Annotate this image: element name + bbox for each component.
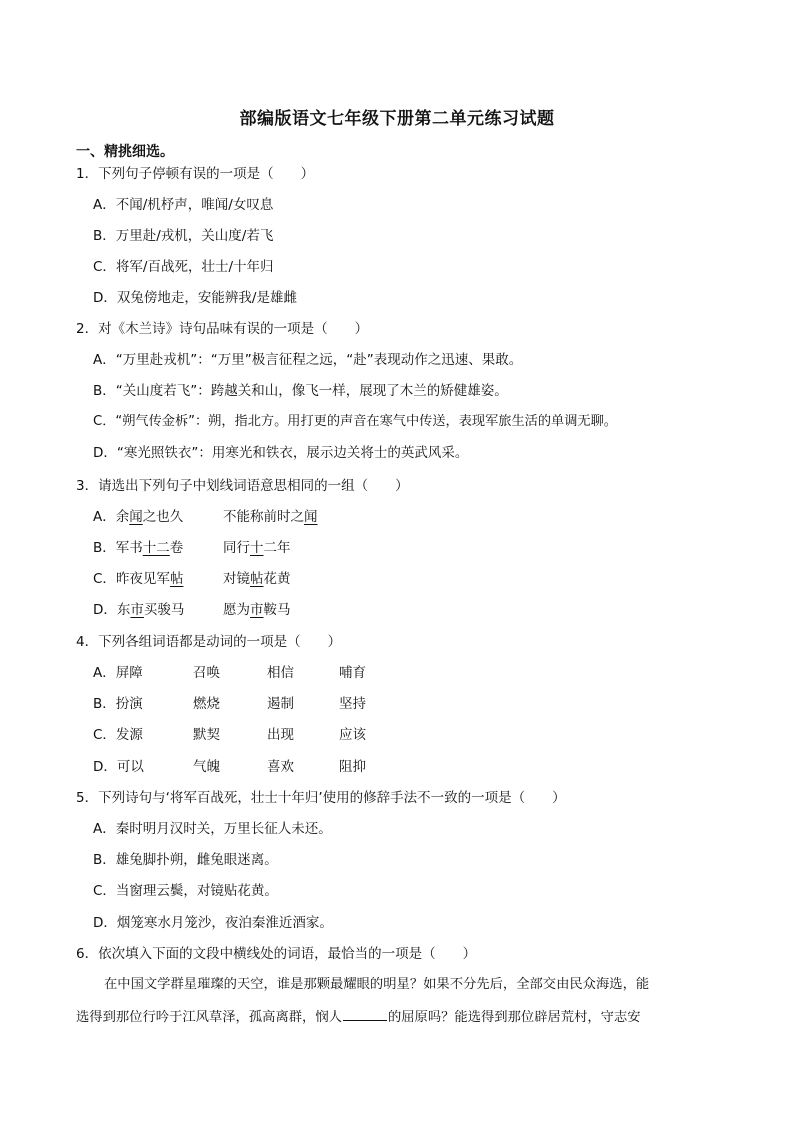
option-text: 卷 (169, 540, 184, 556)
option-text: 余 (115, 509, 130, 525)
question-6-passage-line-2 (76, 1006, 641, 1028)
question-1-option-c: C．将军/百战死，壮士/十年归 (93, 259, 274, 275)
option-label: C． (93, 571, 116, 587)
option-text: 二年 (263, 540, 291, 556)
option-text: 同行 (223, 540, 250, 556)
question-1-stem: 1．下列句子停顿有误的一项是（ ） (76, 166, 315, 182)
underlined-word: 帖 (169, 571, 184, 587)
word-cell: D．可以 (93, 759, 144, 775)
question-4-stem: 4．下列各组词语都是动词的一项是（ ） (76, 634, 342, 650)
option-label: B． (93, 540, 116, 556)
page-title: 部编版语文七年级下册第二单元练习试题 (239, 109, 555, 129)
question-5-option-d: D．烟笼寒水月笼沙，夜泊秦淮近酒家。 (93, 915, 333, 931)
word-cell: 阻抑 (339, 759, 366, 775)
underlined-word: 市 (130, 602, 144, 618)
word-cell: 喜欢 (267, 759, 294, 775)
question-4-option-a (93, 663, 366, 683)
option-text: 不能称前时之 (223, 509, 304, 525)
question-2-option-b: B．“关山度若飞”：跨越关和山，像飞一样，展现了木兰的矫健雄姿。 (93, 383, 508, 399)
question-3-option-a (93, 507, 318, 527)
passage-text: 选得到那位行吟于江风草泽，孤高离群，悯人 (76, 1010, 342, 1025)
option-text: 昨夜见军 (115, 571, 170, 587)
question-4-option-b (93, 694, 366, 714)
question-6-stem: 6．依次填入下面的文段中横线处的词语，最恰当的一项是（ ） (76, 946, 477, 962)
question-5-stem: 5．下列诗句与‘将军百战死，壮士十年归’使用的修辞手法不一致的一项是（ ） (76, 790, 566, 806)
question-3-option-d (93, 600, 291, 620)
question-2-option-c: C．“朔气传金柝”：朔，指北方。用打更的声音在寒气中传送，表现军旅生活的单调无聊。 (93, 414, 617, 429)
question-1-option-a: A．不闻/机杼声，唯闻/女叹息 (93, 197, 274, 213)
option-text: 对镜 (223, 571, 250, 587)
section-heading: 一、精挑细选。 (76, 144, 174, 160)
option-text: 花黄 (263, 571, 291, 587)
question-2-option-a: A．“万里赴戎机”：“万里”极言征程之远，“赴”表现动作之迅速、果敢。 (93, 352, 523, 368)
question-4-option-d (93, 757, 366, 777)
underlined-word: 帖 (250, 571, 264, 587)
option-label: A． (93, 509, 116, 525)
question-4-option-c (93, 725, 366, 745)
option-text: 愿为 (223, 602, 250, 618)
passage-text: 的屈原吗？能选得到那位辟居荒村，守志安 (387, 1010, 641, 1025)
underlined-word: 闻 (304, 509, 318, 525)
question-3-stem: 3．请选出下列句子中划线词语意思相同的一组（ ） (76, 478, 409, 494)
underlined-word: 闻 (129, 509, 143, 525)
option-text: 东 (116, 602, 131, 618)
word-cell: 哺育 (339, 665, 366, 681)
option-label: D． (93, 602, 117, 618)
word-cell: 应该 (339, 727, 366, 743)
question-3-option-b (93, 538, 291, 558)
fill-blank (343, 1006, 387, 1021)
option-text: 军书 (115, 540, 143, 556)
word-cell: C．发源 (93, 727, 143, 743)
word-cell: 召唤 (193, 665, 220, 681)
question-5-option-a: A．秦时明月汉时关，万里长征人未还。 (93, 821, 332, 837)
question-3-option-c (93, 569, 291, 589)
word-cell: 默契 (193, 727, 220, 743)
word-cell: 坚持 (339, 696, 366, 712)
word-cell: B．扮演 (93, 696, 143, 712)
option-text: 买骏马 (143, 602, 185, 618)
question-2-stem: 2．对《木兰诗》诗句品味有误的一项是（ ） (76, 321, 369, 337)
word-cell: 遏制 (267, 696, 294, 712)
word-cell: A．屏障 (93, 665, 143, 681)
option-text: 鞍马 (263, 602, 291, 618)
underlined-word: 市 (250, 602, 264, 618)
underlined-word: 十二 (142, 540, 170, 556)
question-1-option-b: B．万里赴/戎机，关山度/若飞 (93, 228, 274, 244)
question-6-passage-line-1: 在中国文学群星璀璨的天空，谁是那颗最耀眼的明星？如果不分先后，全部交由民众海选，能 (104, 977, 650, 992)
word-cell: 相信 (267, 665, 294, 681)
option-text: 之也久 (142, 509, 184, 525)
question-5-option-b: B．雄兔脚扑朔，雌兔眼迷离。 (93, 852, 278, 868)
question-5-option-c: C．当窗理云鬓，对镜贴花黄。 (93, 883, 278, 899)
word-cell: 气魄 (193, 759, 220, 775)
question-2-option-d: D．“寒光照铁衣”：用寒光和铁衣，展示边关将士的英武风采。 (93, 445, 469, 461)
word-cell: 出现 (267, 727, 294, 743)
word-cell: 燃烧 (193, 696, 220, 712)
question-1-option-d: D．双兔傍地走，安能辨我/是雄雌 (93, 290, 297, 306)
underlined-word: 十 (250, 540, 264, 556)
